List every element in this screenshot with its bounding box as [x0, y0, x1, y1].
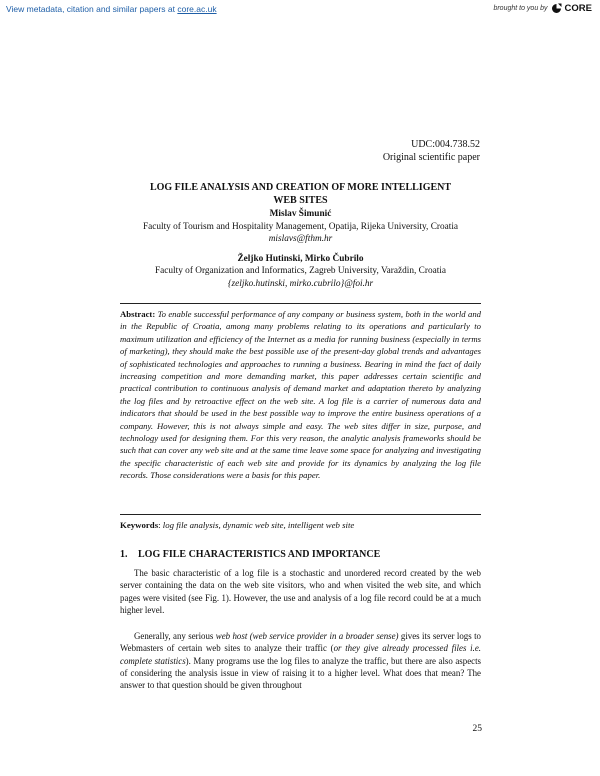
keywords-list: log file analysis, dynamic web site, intelligent web site [162, 520, 355, 530]
title-line-2: WEB SITES [273, 194, 328, 206]
author-1-affiliation: Faculty of Tourism and Hospitality Management, Opatija, Rijeka University, Croatia [142, 221, 459, 232]
section-heading [120, 548, 380, 561]
abstract-top-rule [120, 303, 481, 304]
keywords-label: Keywords [120, 520, 159, 530]
keywords [120, 519, 481, 531]
udc-code: UDC:004.738.52 [411, 139, 480, 150]
title-line-1: LOG FILE ANALYSIS AND CREATION OF MORE INTELLIGENT [149, 182, 452, 193]
paper-classification [383, 138, 480, 164]
metadata-notice [6, 4, 217, 14]
brought-to-you-text: brought to you by [493, 5, 548, 12]
core-brand: CORE [564, 3, 592, 14]
paragraph-2-part-c: gives its server logs to Webmasters of certain web sites to analyze their traffic ( [120, 631, 481, 654]
core-link[interactable]: core.ac.uk [177, 4, 217, 14]
paragraph-2 [120, 630, 481, 691]
author-1-name: Mislav Šimunić [269, 209, 332, 219]
author-1-email: mislavs@fthm.hr [268, 234, 333, 244]
page-number: 25 [472, 724, 482, 734]
keywords-separator: : [158, 520, 163, 530]
core-attribution[interactable] [493, 3, 592, 14]
abstract-label: Abstract: [120, 309, 156, 319]
paragraph-1: The basic characteristic of a log file is a stochastic and unordered record created by the web server containing the data on the web site visitors, who and when visited the web site, and which pages were visited (see Fig. 1). However, the use and analysis of a log file record could be at a much higher level. [120, 568, 481, 615]
author-2-affiliation: Faculty of Organization and Informatics, Zagreb University, Varaždin, Croatia [154, 266, 447, 276]
abstract [120, 308, 481, 482]
paper-type: Original scientific paper [382, 152, 480, 163]
section-number: 1. [120, 549, 128, 560]
author-2-email: {zeljko.hutinski, mirko.cubrilo}@foi.hr [227, 278, 374, 289]
abstract-bottom-rule [120, 514, 481, 515]
metadata-notice-text: View metadata, citation and similar papers at [6, 4, 178, 14]
author-2-names: Željko Hutinski, Mirko Čubrilo [237, 253, 364, 264]
core-banner [0, 0, 600, 20]
section-title: LOG FILE CHARACTERISTICS AND IMPORTANCE [138, 549, 381, 560]
paragraph-2-emphasis-1: web host (web service provider in a broader sense) [215, 631, 399, 641]
core-logo-icon [551, 3, 562, 14]
paragraph-2-part-e: ). Many programs use the log files to analyze the traffic, but there are also aspects of considering the analysis issue in view of raising it to a higher level. What does that mean? The answer to that question should be given throughout [120, 655, 481, 691]
paragraph-2-part-a: Generally, any serious [134, 631, 216, 641]
paragraph-2-emphasis-2: or they give already processed files i.e. complete statistics [120, 643, 481, 666]
paper-title [120, 182, 481, 207]
author-block [120, 208, 481, 290]
abstract-text: To enable successful performance of any company or business system, both in the world and in the Republic of Croatia, among many problems relating to its operations and particularly to maximum utilization and efficiency of the Internet as a media for running business (especially in terms of marketing), they should make the best possible use of the present-day global trends and advantages of sophisticated technologies and approaches to running a business. Bearing in mind the fact of daily increasing competition and more demanding market, this paper addresses certain scientific and practical contribution to continuous analysis of demand market and adaptation thereto by analyzing the log files and by retroactive effect on the web site. A log file is a carrier of numerous data and indicators that should be used in the best possible way to improve the entire business operations of a company. However, this is not always simple and easy. The web sites differ in size, purpose, and technology used for designing them. For this very reason, the analytic analysis frameworks should be such that can cover any web site and at the same time leave some space for analyzing and investigating the specific characteristic of each web site and provide for its dynamics by analyzing the log file records. Those considerations were a basis for this paper. [120, 309, 482, 481]
